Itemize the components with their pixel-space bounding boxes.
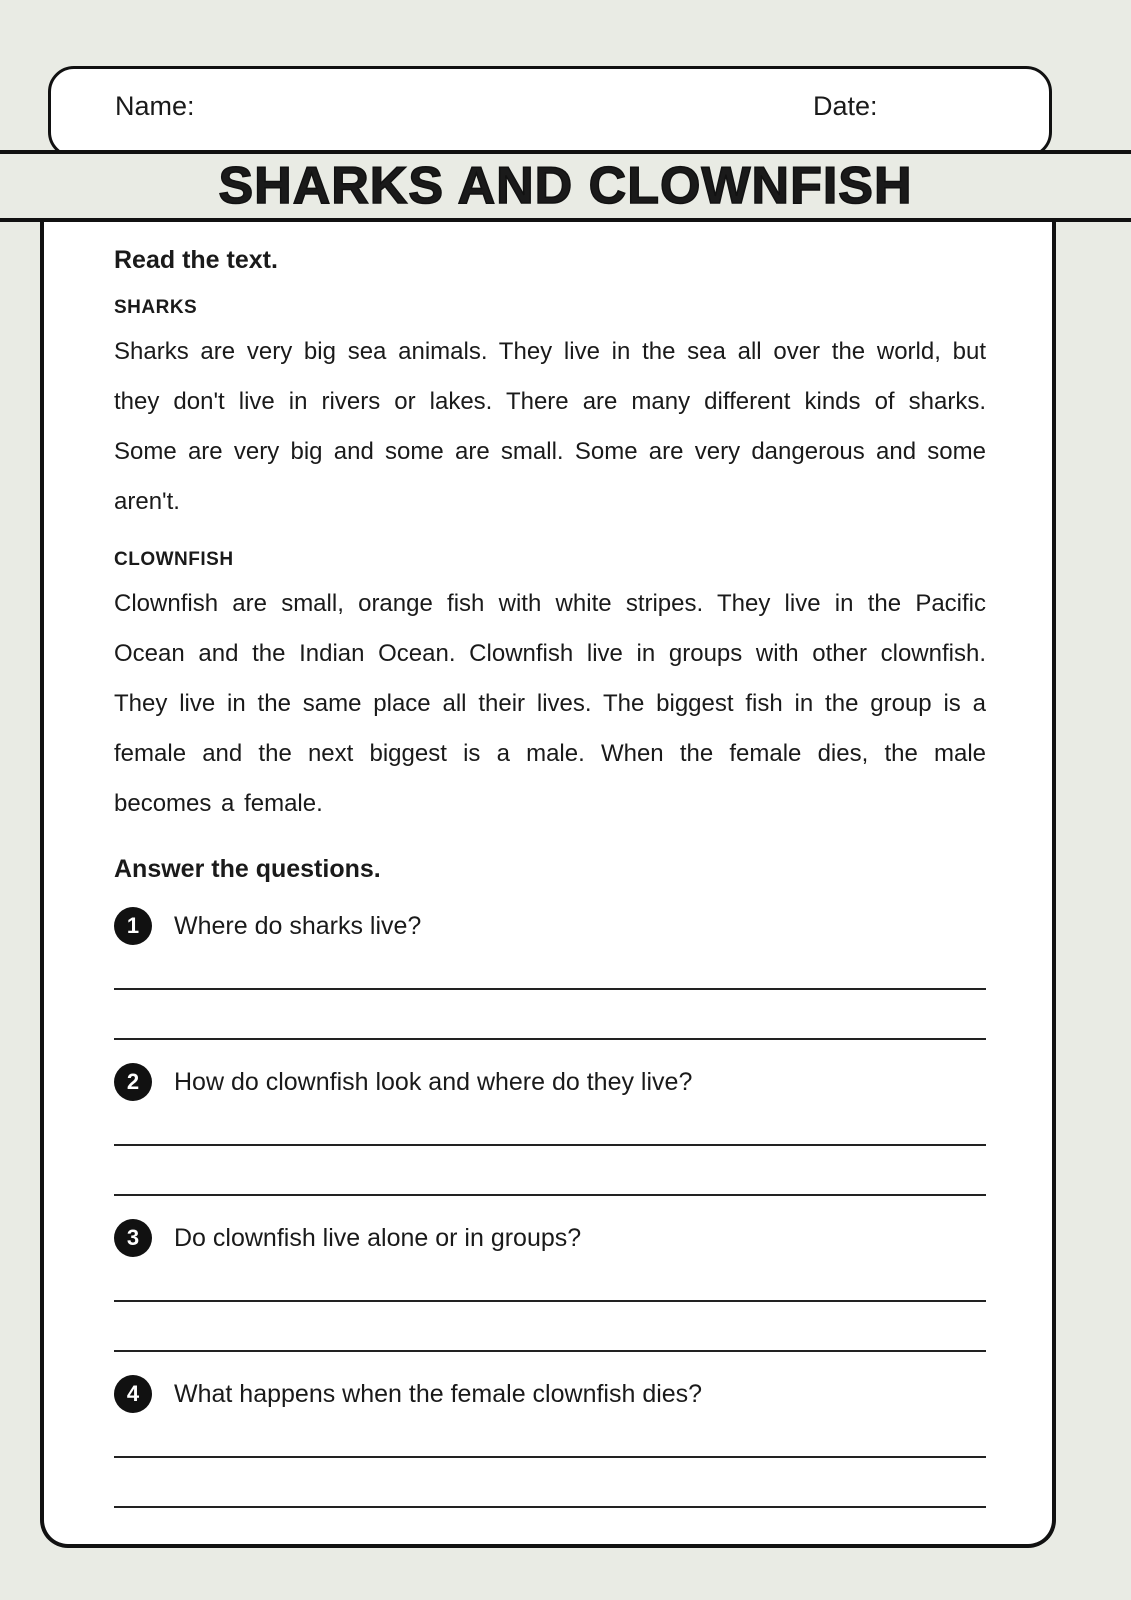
question-4 bbox=[114, 1374, 986, 1508]
question-text: Do clownfish live alone or in groups? bbox=[174, 1223, 582, 1252]
answer-line[interactable] bbox=[114, 1258, 986, 1302]
answer-line[interactable] bbox=[114, 1414, 986, 1458]
question-number-badge: 1 bbox=[114, 907, 152, 945]
answer-line[interactable] bbox=[114, 990, 986, 1040]
worksheet-title: SHARKS AND CLOWNFISH bbox=[218, 157, 913, 215]
read-instruction: Read the text. bbox=[114, 246, 278, 274]
question-number-badge: 2 bbox=[114, 1063, 152, 1101]
answer-line[interactable] bbox=[114, 946, 986, 990]
answer-line[interactable] bbox=[114, 1102, 986, 1146]
answer-line[interactable] bbox=[114, 1302, 986, 1352]
sharks-heading: SHARKS bbox=[114, 297, 198, 318]
question-row bbox=[114, 906, 986, 946]
clownfish-text: Clownfish are small, orange fish with white stripes. They live in the Pacific Ocean and the Indian Ocean. Clownfish live in groups with other clownfish. They live in the same place all their lives. The biggest fish in the group is a female and the next biggest is a male. When the female dies, the male becomes a female. bbox=[114, 590, 986, 817]
answer-line[interactable] bbox=[114, 1146, 986, 1196]
title-banner bbox=[0, 150, 1131, 222]
section-clownfish bbox=[114, 549, 986, 829]
name-date-box bbox=[48, 66, 1052, 158]
section-sharks bbox=[114, 297, 986, 527]
answer-line[interactable] bbox=[114, 1458, 986, 1508]
question-3 bbox=[114, 1218, 986, 1352]
question-1 bbox=[114, 906, 986, 1040]
question-text: What happens when the female clownfish dies? bbox=[174, 1379, 703, 1408]
worksheet-body bbox=[40, 222, 1056, 1548]
question-row bbox=[114, 1374, 986, 1414]
clownfish-heading: CLOWNFISH bbox=[114, 549, 234, 570]
name-label: Name: bbox=[115, 91, 195, 121]
answer-instruction: Answer the questions. bbox=[114, 855, 381, 883]
date-label: Date: bbox=[813, 91, 878, 121]
question-text: Where do sharks live? bbox=[174, 911, 422, 940]
question-2 bbox=[114, 1062, 986, 1196]
question-row bbox=[114, 1062, 986, 1102]
question-text: How do clownfish look and where do they live? bbox=[174, 1067, 693, 1096]
question-row bbox=[114, 1218, 986, 1258]
sharks-text: Sharks are very big sea animals. They live in the sea all over the world, but they don't live in rivers or lakes. There are many different kinds of sharks. Some are very big and some are small. Some are very dangerous and some aren't. bbox=[114, 338, 986, 515]
question-number-badge: 4 bbox=[114, 1375, 152, 1413]
question-number-badge: 3 bbox=[114, 1219, 152, 1257]
